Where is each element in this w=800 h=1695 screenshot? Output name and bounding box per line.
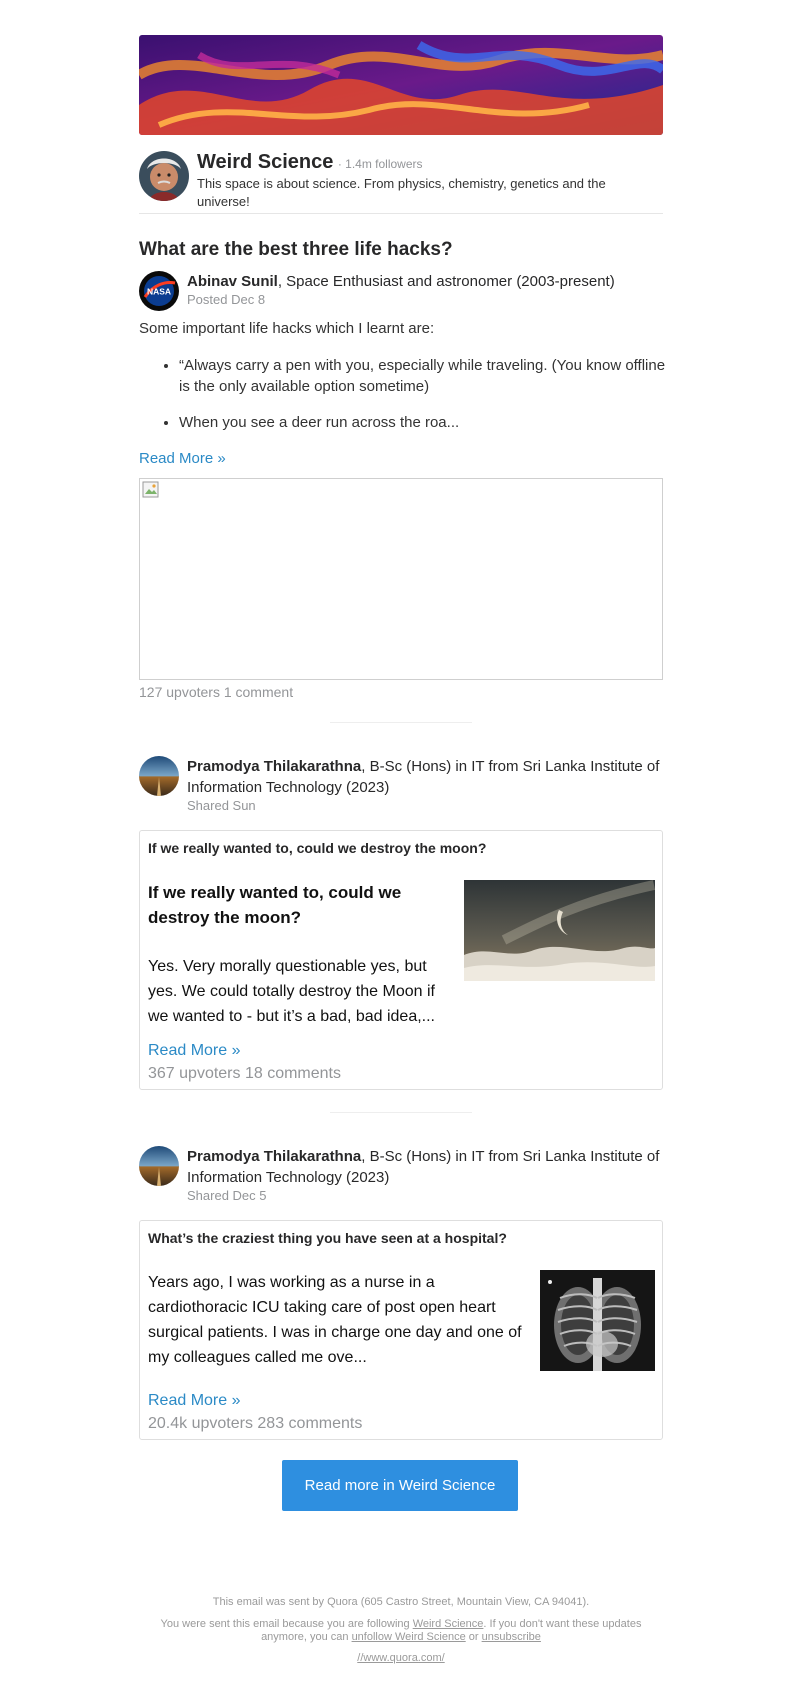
- post-date: Posted Dec 8: [187, 292, 266, 307]
- author-name[interactable]: Pramodya Thilakarathna: [187, 758, 362, 775]
- read-more-link[interactable]: Read More »: [148, 1392, 241, 1409]
- shared-answer-card[interactable]: [139, 830, 663, 1090]
- author-avatar[interactable]: [139, 756, 179, 796]
- card-question-title[interactable]: What’s the craziest thing you have seen at a hospital?: [148, 1230, 507, 1246]
- answer-image[interactable]: [139, 478, 663, 680]
- space-description: This space is about science. From physics, chemistry, genetics and the universe!: [197, 176, 606, 209]
- footer-text: You were sent this email because you are following: [160, 1618, 413, 1630]
- section-divider: [330, 1112, 472, 1113]
- author-credential: , Space Enthusiast and astronomer (2003-present): [277, 273, 615, 290]
- quora-url-link[interactable]: //www.quora.com/: [357, 1652, 445, 1664]
- space-header: [139, 151, 663, 214]
- post-author: [139, 756, 663, 813]
- list-item: • When you see a deer run across the roa...: [179, 412, 669, 433]
- answer-intro: Some important life hacks which I learnt are:: [139, 320, 435, 337]
- footer-space-link[interactable]: Weird Science: [412, 1618, 484, 1630]
- card-excerpt: Yes. Very morally questionable yes, but yes. We could totally destroy the Moon if we wanted to - but it’s a bad, bad idea,...: [148, 958, 435, 1025]
- author-name[interactable]: Abinav Sunil: [187, 273, 278, 290]
- post-author: [139, 1146, 663, 1203]
- unfollow-link[interactable]: unfollow Weird Science: [351, 1631, 466, 1643]
- post-stats: 127 upvoters 1 comment: [139, 684, 294, 700]
- read-more-link[interactable]: Read More »: [148, 1042, 241, 1059]
- moon-thumbnail-image[interactable]: [464, 880, 655, 981]
- footer-text: or: [465, 1631, 482, 1643]
- footer-text: . If you don't want these updates anymore, you can: [261, 1618, 642, 1643]
- author-credential: , B-Sc (Hons) in IT from Sri Lanka Institute of Information Technology (2023): [187, 758, 660, 796]
- shared-answer-card[interactable]: [139, 1220, 663, 1440]
- post-stats: 367 upvoters 18 comments: [148, 1065, 341, 1082]
- unsubscribe-link[interactable]: unsubscribe: [481, 1631, 541, 1643]
- question-title[interactable]: What are the best three life hacks?: [139, 239, 453, 260]
- footer-unsubscribe-info: [139, 1618, 663, 1644]
- nasa-logo-text: NASA: [146, 286, 172, 297]
- post-stats: 20.4k upvoters 283 comments: [148, 1415, 363, 1432]
- life-hack-list: [139, 355, 669, 448]
- author-avatar[interactable]: [139, 1146, 179, 1186]
- space-name[interactable]: Weird Science: [197, 151, 334, 173]
- post-author: [139, 271, 663, 313]
- author-credential: , B-Sc (Hons) in IT from Sri Lanka Institute of Information Technology (2023): [187, 1148, 660, 1186]
- read-more-link[interactable]: Read More »: [139, 450, 226, 467]
- section-divider: [330, 722, 472, 723]
- broken-image-icon: [142, 481, 160, 499]
- read-more-in-space-button[interactable]: Read more in Weird Science: [282, 1460, 518, 1511]
- card-question-title[interactable]: If we really wanted to, could we destroy the moon?: [148, 840, 487, 856]
- email-content: [139, 35, 663, 214]
- list-item: • “Always carry a pen with you, especially while traveling. (You know offline is the only available option sometime): [179, 355, 669, 397]
- card-heading[interactable]: If we really wanted to, could we destroy the moon?: [148, 883, 402, 927]
- xray-thumbnail-image[interactable]: [540, 1270, 655, 1371]
- post-date: Shared Dec 5: [187, 1188, 267, 1203]
- space-avatar[interactable]: [139, 151, 189, 201]
- author-name[interactable]: Pramodya Thilakarathna: [187, 1148, 362, 1165]
- post-date: Shared Sun: [187, 798, 256, 813]
- footer-sender-info: This email was sent by Quora (605 Castro Street, Mountain View, CA 94041).: [212, 1596, 590, 1608]
- space-banner-image[interactable]: [139, 35, 663, 135]
- footer-url: [139, 1652, 663, 1665]
- author-avatar[interactable]: [139, 271, 179, 311]
- card-excerpt: Years ago, I was working as a nurse in a cardiothoracic ICU taking care of post open heart surgical patients. I was in charge one day and one of my colleagues called me ove...: [148, 1274, 522, 1366]
- space-followers: · 1.4m followers: [337, 157, 423, 171]
